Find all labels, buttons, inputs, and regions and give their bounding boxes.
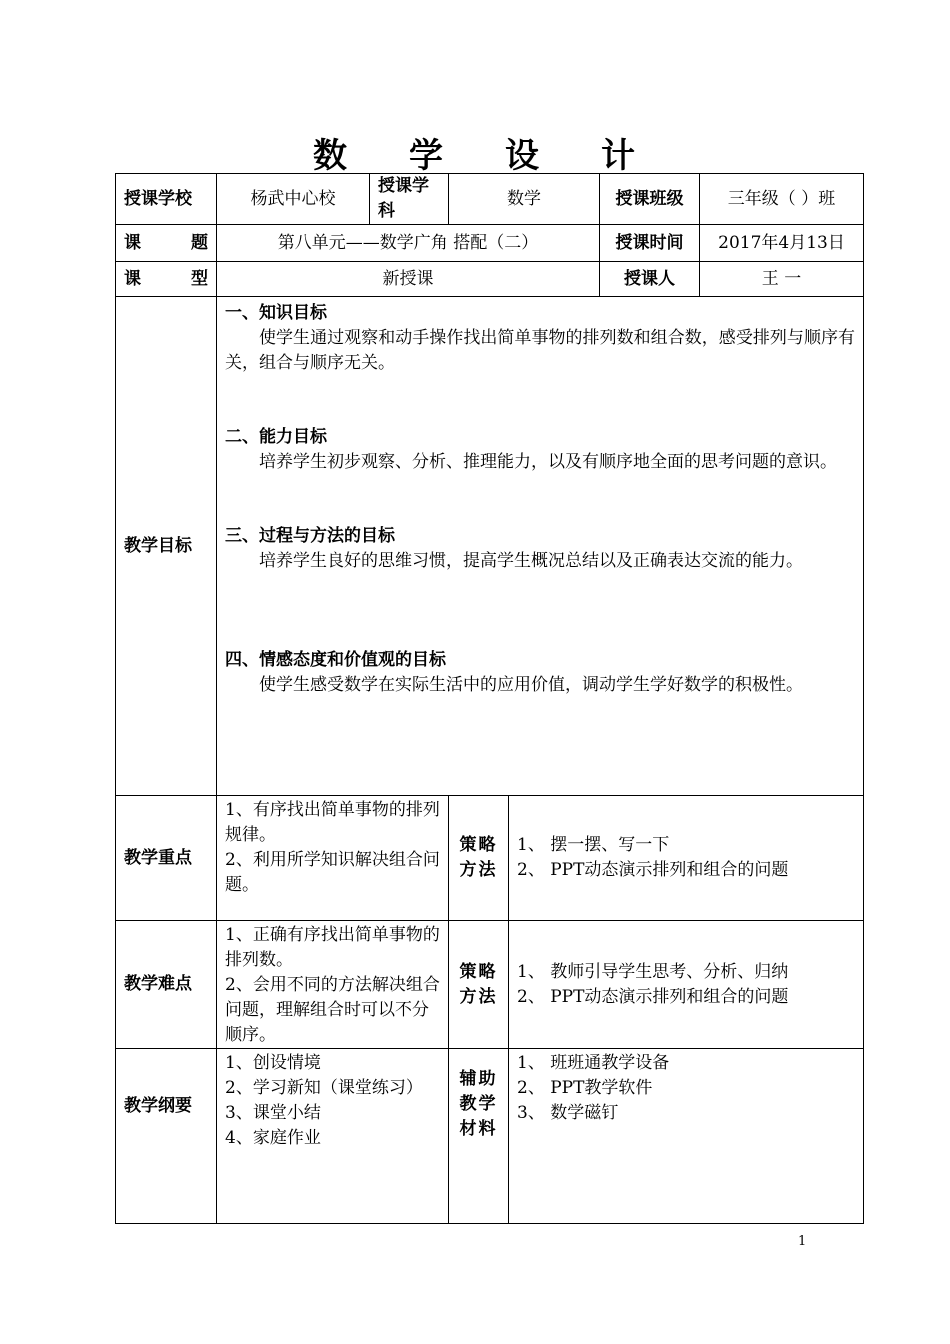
type-label xyxy=(116,262,217,297)
time-label: 授课时间 xyxy=(600,225,700,262)
method-item: 2、 PPT动态演示排列和组合的问题 xyxy=(517,860,789,880)
outline-item: 4、家庭作业 xyxy=(225,1128,321,1148)
header-row-2 xyxy=(116,225,864,262)
type-value: 新授课 xyxy=(217,262,600,297)
class-label: 授课班级 xyxy=(600,174,700,225)
title-char: 设 xyxy=(505,136,541,176)
difficulty-item: 2、会用不同的方法解决组合问题，理解组合时可以不分顺序。 xyxy=(225,975,440,1045)
topic-value: 第八单元——数学广角 搭配（二） xyxy=(217,225,600,262)
method-item: 1、 教师引导学生思考、分析、归纳 xyxy=(517,961,789,982)
objective-text: 培养学生良好的思维习惯，提高学生概况总结以及正确表达交流的能力。 xyxy=(259,551,803,571)
school-label: 授课学校 xyxy=(116,174,217,225)
objective-text: 使学生通过观察和动手操作找出简单事物的排列数和组合数，感受排列与顺序有关，组合与顺序无关。 xyxy=(225,328,855,373)
outline-item: 3、课堂小结 xyxy=(225,1103,321,1123)
header-row-3 xyxy=(116,262,864,297)
key-points-method-label: 策略 方法 xyxy=(449,796,509,921)
material-item: 1、 班班通教学设备 xyxy=(517,1053,670,1073)
key-points-row xyxy=(116,796,864,921)
difficulties-content xyxy=(217,921,449,1049)
key-points-methods xyxy=(509,796,864,921)
difficulties-label: 教学难点 xyxy=(116,921,217,1049)
key-point-item: 2、利用所学知识解决组合问题。 xyxy=(225,850,440,895)
materials-content xyxy=(509,1049,864,1224)
objectives-content xyxy=(217,297,864,796)
key-points-label: 教学重点 xyxy=(116,796,217,921)
subject-value: 数学 xyxy=(449,174,600,225)
objective-text: 培养学生初步观察、分析、推理能力，以及有顺序地全面的思考问题的意识。 xyxy=(259,452,837,472)
teacher-value: 王 一 xyxy=(700,262,864,297)
method-item: 2、 PPT动态演示排列和组合的问题 xyxy=(517,986,789,1007)
school-value: 杨武中心校 xyxy=(217,174,370,225)
type-label-b: 型 xyxy=(191,268,208,289)
title-char: 学 xyxy=(409,136,445,176)
outline-item: 2、学习新知（课堂练习） xyxy=(225,1078,423,1098)
lesson-plan-table xyxy=(115,173,864,1224)
time-value: 2017年4月13日 xyxy=(700,225,864,262)
method-item: 1、 摆一摆、写一下 xyxy=(517,835,670,855)
outline-content xyxy=(217,1049,449,1224)
objectives-row xyxy=(116,297,864,796)
objective-heading: 四、情感态度和价值观的目标 xyxy=(225,650,446,670)
key-point-item: 1、有序找出简单事物的排列规律。 xyxy=(225,800,440,845)
page-number: 1 xyxy=(798,1234,807,1249)
material-item: 3、 数学磁钉 xyxy=(517,1103,619,1123)
topic-label xyxy=(116,225,217,262)
objective-heading: 二、能力目标 xyxy=(225,427,327,447)
teacher-label: 授课人 xyxy=(600,262,700,297)
outline-item: 1、创设情境 xyxy=(225,1053,321,1073)
objectives-label: 教学目标 xyxy=(116,297,217,796)
header-row-1 xyxy=(116,174,864,225)
subject-label: 授课学科 xyxy=(370,174,449,225)
difficulty-item: 1、正确有序找出简单事物的排列数。 xyxy=(225,925,440,970)
key-points-content xyxy=(217,796,449,921)
document-title xyxy=(0,128,950,177)
materials-label: 辅助 教学 材料 xyxy=(449,1049,509,1224)
objective-heading: 三、过程与方法的目标 xyxy=(225,526,395,546)
objective-heading: 一、知识目标 xyxy=(225,303,327,323)
outline-row xyxy=(116,1049,864,1224)
material-item: 2、 PPT教学软件 xyxy=(517,1078,653,1098)
difficulties-methods xyxy=(509,921,864,1049)
title-char: 数 xyxy=(313,136,349,176)
class-value: 三年级（ ）班 xyxy=(700,174,864,225)
type-label-a: 课 xyxy=(124,268,141,289)
objective-text: 使学生感受数学在实际生活中的应用价值，调动学生学好数学的积极性。 xyxy=(259,675,803,695)
difficulties-row xyxy=(116,921,864,1049)
title-char: 计 xyxy=(601,136,637,176)
difficulties-method-label: 策略 方法 xyxy=(449,921,509,1049)
topic-label-a: 课 xyxy=(124,232,141,253)
topic-label-b: 题 xyxy=(191,232,208,253)
outline-label: 教学纲要 xyxy=(116,1049,217,1224)
